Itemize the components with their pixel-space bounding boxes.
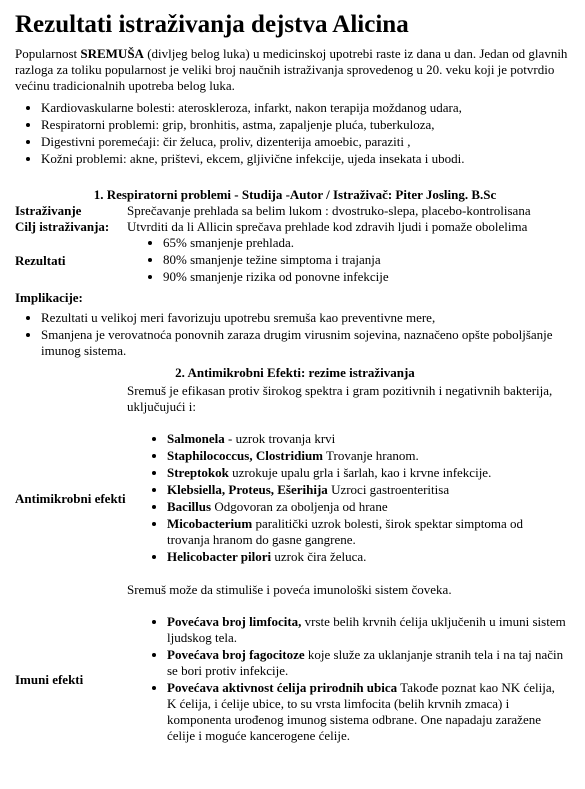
bacteria-name: Helicobacter pilori (167, 549, 272, 564)
immune-section (15, 614, 575, 745)
table-row (15, 219, 575, 235)
page-title: Rezultati istraživanja dejstva Alicina (15, 11, 409, 38)
results-list (127, 235, 575, 285)
list-item (167, 448, 567, 464)
study1-table (15, 203, 575, 286)
list-item (167, 680, 567, 744)
list-item: • Smanjena je verovatnoća ponovnih zaraza drugim virusnim sojevina, naznačeno opšte poboljšanje imunog sistema. (41, 327, 575, 359)
row-label: Istraživanje (15, 203, 82, 218)
antimicrobial-content (127, 383, 567, 614)
implications-label: Implikacije: (15, 290, 83, 305)
intro-bold-term: SREMUŠA (80, 46, 144, 61)
list-item: • 80% smanjenje težine simptoma i trajanja (163, 252, 575, 268)
row-value: Sprečavanje prehlada sa belim lukom : dvostruko-slepa, placebo-kontrolisana (127, 203, 531, 218)
bacteria-name: Staphilococcus, Clostridium (167, 448, 324, 463)
antimicrobial-intro: Sremuš je efikasan protiv širokog spektra i gram pozitivnih i negativnih bakterija, uključujući i: (127, 383, 553, 414)
bacteria-desc: uzrok čira želuca. (271, 549, 367, 564)
immune-desc: Takođe poznat kao NK ćelija, K ćelija, i ćelije ubice, to su vrsta limfocita (belih krvnih zmaca) i komponenta urođenog imunog sistema odbrane. One napadaju zaražene ćelije i moguće kancerogene ćelije. (167, 680, 555, 743)
list-item: • Respiratorni problemi: grip, bronhitis, astma, zapaljenje pluća, tuberkuloza, (41, 117, 575, 133)
row-label: Cilj istraživanja: (15, 219, 110, 234)
intro-text-rest: (divljeg belog luka) u medicinskoj upotrebi raste iz dana u dan. Jedan od glavnih razloga za toliku popularnost je veliki broj naučnih istraživanja sprovedenog u 20. veku koji je potvrdio većinu tradicionalnih upotreba belog luka. (15, 46, 568, 93)
table-row (15, 203, 575, 219)
bacteria-desc: - uzrok trovanja krvi (224, 431, 336, 446)
list-item: • Digestivni poremećaji: čir želuca, proliv, dizenterija amoebic, paraziti , (41, 134, 575, 150)
immune-term: Povećava aktivnost ćelija prirodnih ubica (167, 680, 398, 695)
list-item (167, 431, 567, 447)
bacteria-desc: uzrokuje upalu grla i šarlah, kao i krvne infekcije. (228, 465, 492, 480)
bacteria-name: Salmonela (167, 431, 225, 446)
document (15, 0, 575, 745)
bacteria-desc: Trovanje hranom. (323, 448, 419, 463)
immune-desc: vrste belih krvnih ćelija uključenih u imuni sistem ljudskog tela. (167, 614, 566, 645)
bacteria-desc: Uzroci gastroenteritisa (327, 482, 450, 497)
bacteria-name: Bacillus (167, 499, 212, 514)
bacteria-name: Micobacterium (167, 516, 253, 531)
row-value: Utvrditi da li Allicin sprečava prehlade kod zdravih ljudi i pomaže obolelima (127, 219, 528, 234)
list-item (167, 465, 567, 481)
immune-intro: Sremuš može da stimuliše i poveća imunološki sistem čoveka. (127, 582, 452, 597)
immune-term: Povećava broj fagocitoze (167, 647, 305, 662)
immune-list (127, 614, 567, 744)
list-item (167, 499, 567, 515)
list-item: • 65% smanjenje prehlada. (163, 235, 575, 251)
uses-list (15, 100, 575, 167)
immune-term: Povećava broj limfocita, (167, 614, 302, 629)
bacteria-name: Streptokok (167, 465, 229, 480)
study1-title: 1. Respiratorni problemi - Studija -Autor / Istraživač: Piter Josling. B.Sc (93, 187, 497, 202)
list-item (167, 482, 567, 498)
bacteria-desc: Odgovoran za oboljenja od hrane (211, 499, 388, 514)
intro-text-start: Popularnost (15, 46, 81, 61)
implications-list (15, 310, 575, 359)
bacteria-list (127, 431, 567, 565)
list-item (167, 614, 567, 646)
list-item: • Rezultati u velikoj meri favorizuju upotrebu sremuša kao preventivne mere, (41, 310, 575, 326)
table-row (15, 235, 575, 286)
list-item (167, 549, 567, 565)
immune-content (127, 614, 567, 745)
bacteria-desc: paralitički uzrok bolesti, širok spektar simptoma od trovanja hranom do gasne gangrene. (167, 516, 523, 547)
list-item: • Kožni problemi: akne, prištevi, ekcem, gljivične infekcije, ujeda insekata i ubodi. (41, 151, 575, 167)
list-item (167, 516, 567, 548)
results-cell (127, 235, 575, 286)
antimicrobial-label: Antimikrobni efekti (15, 490, 126, 506)
immune-desc: koje služe za uklanjanje stranih tela i na taj način se bori protiv infekcije. (167, 647, 564, 678)
list-item: • Kardiovaskularne bolesti: ateroskleroza, infarkt, nakon terapija moždanog udara, (41, 100, 575, 116)
results-label: Rezultati (15, 252, 66, 268)
immune-label: Imuni efekti (15, 671, 84, 687)
study2-title: 2. Antimikrobni Efekti: rezime istraživanja (175, 365, 415, 380)
intro-paragraph (15, 46, 575, 94)
bacteria-name: Klebsiella, Proteus, Ešerihija (167, 482, 328, 497)
list-item: • 90% smanjenje rizika od ponovne infekcije (163, 269, 575, 285)
antimicrobial-section (15, 383, 575, 614)
list-item (167, 647, 567, 679)
